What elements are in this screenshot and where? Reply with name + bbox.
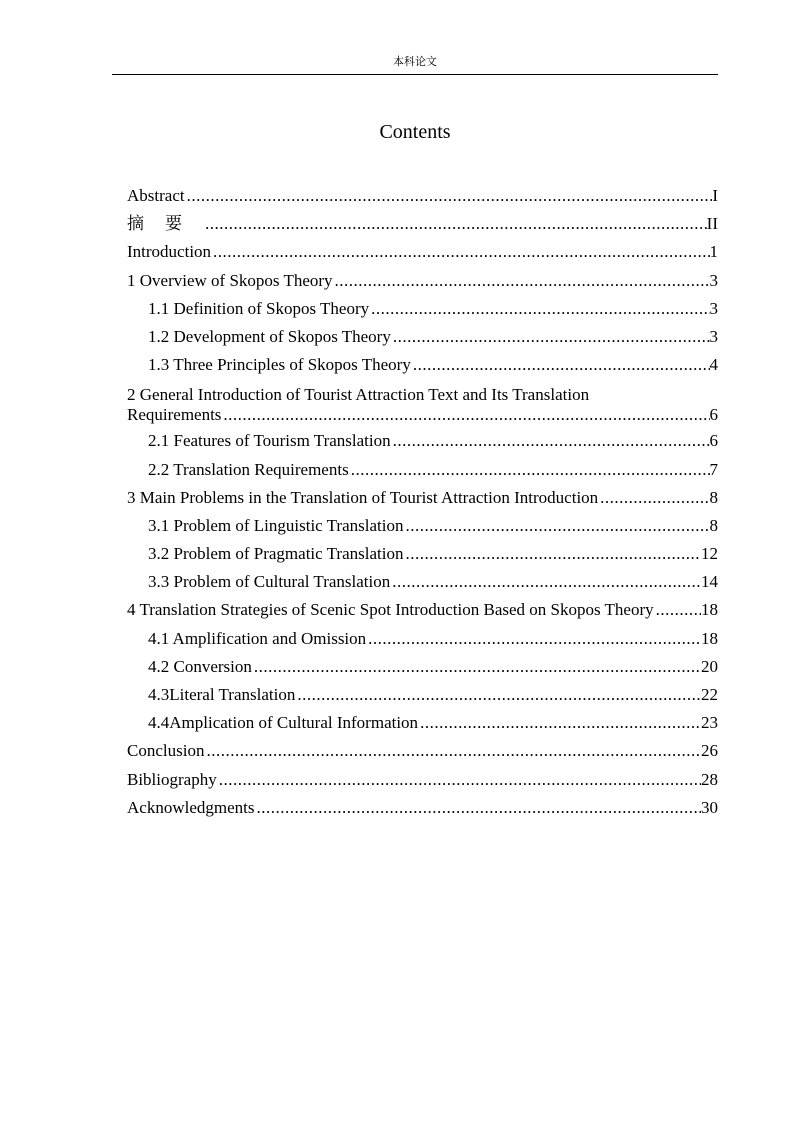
toc-entry-title: 4.2 Conversion <box>148 656 252 676</box>
dot-leader <box>217 766 701 794</box>
toc-entry-section-3-2[interactable] <box>127 540 718 568</box>
dot-leader <box>411 351 710 379</box>
dot-leader <box>211 238 709 266</box>
toc-entry-chapter-2[interactable] <box>127 379 718 427</box>
toc-entry-title: Introduction <box>127 242 212 262</box>
toc-entry-page: I <box>712 186 718 205</box>
header-text: 本科论文 <box>393 56 437 68</box>
dot-leader <box>295 681 701 709</box>
toc-entry-title: 4.3Literal Translation <box>148 685 296 704</box>
toc-entry-section-3-3[interactable] <box>127 568 718 596</box>
dot-leader <box>598 484 709 512</box>
dot-leader <box>333 267 710 295</box>
toc-entry-page: 4 <box>709 355 718 375</box>
toc-entry-page: 3 <box>709 326 718 346</box>
dot-leader <box>403 512 709 540</box>
toc-entry-title: 4.4Amplication of Cultural Information <box>148 713 419 733</box>
dot-leader <box>203 210 707 238</box>
toc-entry-page: 3 <box>709 270 718 290</box>
toc-entry-bibliography[interactable] <box>127 766 718 794</box>
dot-leader <box>369 295 709 323</box>
toc-entry-section-4-2[interactable] <box>127 653 718 681</box>
toc-entry-title: Conclusion <box>127 741 205 761</box>
dot-leader <box>391 427 710 455</box>
toc-entry-title: Abstract <box>127 186 185 205</box>
dot-leader <box>390 568 701 596</box>
toc-entry-chapter-4[interactable] <box>127 596 718 624</box>
table-of-contents <box>127 182 718 822</box>
toc-entry-title: 3.1 Problem of Linguistic Translation <box>148 515 404 535</box>
toc-entry-section-3-1[interactable] <box>127 512 718 540</box>
toc-entry-page: 1 <box>709 242 718 262</box>
page-header <box>112 56 718 75</box>
toc-entry-page: 30 <box>701 797 718 817</box>
toc-entry-title: 1 Overview of Skopos Theory <box>127 270 333 290</box>
toc-entry-title: 4.1 Amplification and Omission <box>148 628 367 648</box>
toc-entry-page: 18 <box>701 628 718 648</box>
toc-entry-title: 3.3 Problem of Cultural Translation <box>148 572 391 592</box>
toc-entry-section-1-1[interactable] <box>127 295 718 323</box>
toc-entry-page: 7 <box>709 459 718 479</box>
dot-leader <box>654 596 701 624</box>
toc-entry-abstract[interactable] <box>127 182 718 210</box>
toc-entry-title: Bibliography <box>127 769 217 789</box>
toc-entry-conclusion[interactable] <box>127 737 718 765</box>
toc-entry-page: 12 <box>701 544 718 564</box>
toc-entry-page: 6 <box>709 431 718 451</box>
dot-leader <box>252 653 701 681</box>
toc-entry-section-4-1[interactable] <box>127 625 718 653</box>
toc-entry-page: 3 <box>709 298 718 318</box>
toc-entry-chinese-abstract[interactable] <box>127 210 718 238</box>
toc-entry-section-4-3[interactable] <box>127 681 718 709</box>
toc-entry-page: 18 <box>701 600 718 620</box>
toc-entry-title: 2.1 Features of Tourism Translation <box>148 431 391 451</box>
dot-leader <box>418 709 701 737</box>
toc-entry-page: 6 <box>709 405 718 425</box>
toc-entry-section-4-4[interactable] <box>127 709 718 737</box>
page-title: Contents <box>379 121 451 143</box>
toc-entry-title: 1.2 Development of Skopos Theory <box>148 326 391 346</box>
toc-entry-page: 26 <box>701 741 718 761</box>
dot-leader <box>403 540 701 568</box>
toc-entry-title: 1.3 Three Principles of Skopos Theory <box>148 355 411 375</box>
toc-entry-section-1-3[interactable] <box>127 351 718 379</box>
toc-entry-acknowledgments[interactable] <box>127 794 718 822</box>
dot-leader <box>366 625 701 653</box>
toc-entry-title: 3.2 Problem of Pragmatic Translation <box>148 544 404 564</box>
toc-entry-title: 4 Translation Strategies of Scenic Spot Introduction Based on Skopos Theory <box>127 600 654 620</box>
toc-entry-section-2-1[interactable] <box>127 427 718 455</box>
toc-entry-title: 1.1 Definition of Skopos Theory <box>148 298 370 318</box>
toc-entry-title: Acknowledgments <box>127 797 255 817</box>
toc-entry-title: 2.2 Translation Requirements <box>148 459 349 479</box>
dot-leader <box>185 182 713 210</box>
dot-leader <box>391 323 710 351</box>
dot-leader <box>254 794 701 822</box>
toc-entry-section-1-2[interactable] <box>127 323 718 351</box>
toc-entry-page: II <box>706 214 718 234</box>
toc-entry-page: 14 <box>701 572 718 592</box>
toc-entry-page: 20 <box>701 656 718 676</box>
toc-entry-page: 8 <box>709 487 718 507</box>
dot-leader <box>204 737 701 765</box>
dot-leader <box>349 456 710 484</box>
dot-leader <box>221 405 709 425</box>
toc-entry-section-2-2[interactable] <box>127 456 718 484</box>
toc-entry-page: 22 <box>701 685 718 704</box>
toc-entry-page: 28 <box>701 769 718 789</box>
toc-entry-title: 3 Main Problems in the Translation of Tourist Attraction Introduction <box>127 487 599 507</box>
toc-entry-page: 23 <box>701 713 718 733</box>
toc-entry-chapter-1[interactable] <box>127 267 718 295</box>
toc-entry-title-line2: Requirements <box>127 405 222 425</box>
toc-entry-title: 摘要 <box>127 214 203 235</box>
toc-entry-page: 8 <box>709 515 718 535</box>
toc-entry-chapter-3[interactable] <box>127 484 718 512</box>
toc-entry-title-line1: 2 General Introduction of Tourist Attraction Text and Its Translation <box>127 385 590 405</box>
toc-entry-introduction[interactable] <box>127 238 718 266</box>
